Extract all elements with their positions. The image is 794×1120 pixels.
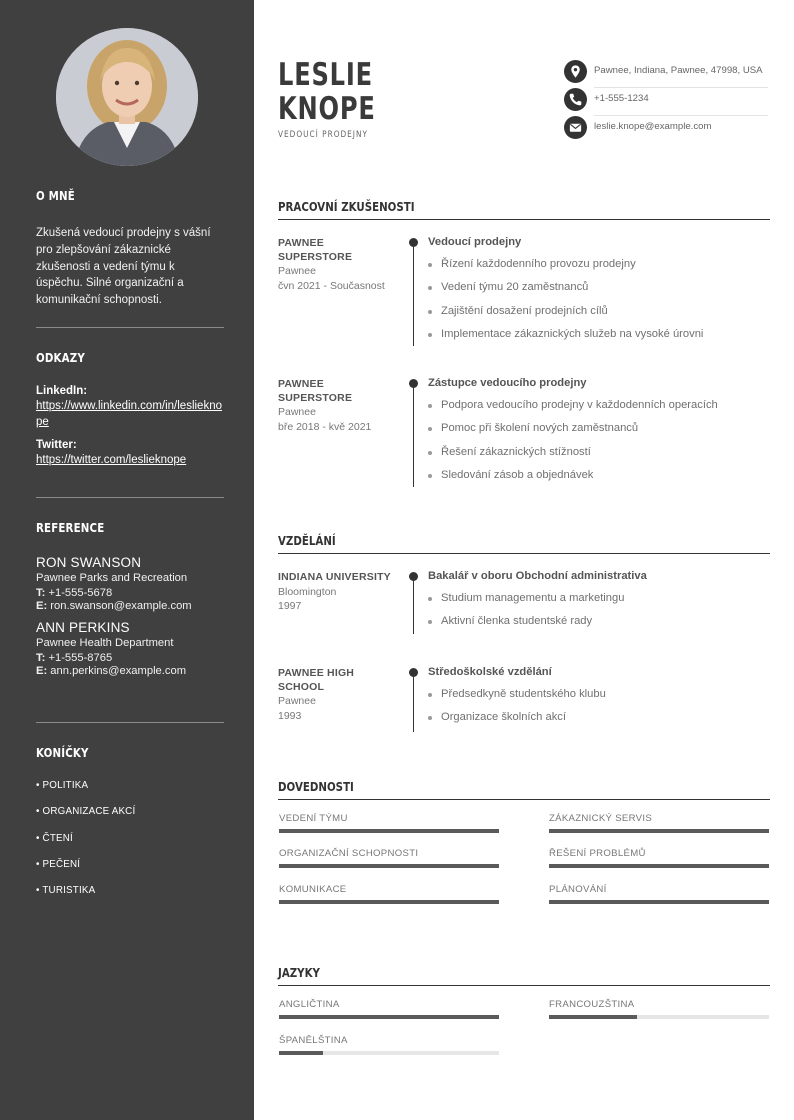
timeline-dot xyxy=(409,668,418,677)
reference-email: E: ron.swanson@example.com xyxy=(36,600,192,612)
hobby-item: • TURISTIKA xyxy=(36,885,96,897)
timeline-dot xyxy=(409,572,418,581)
skill-item xyxy=(549,884,769,895)
language-label: ANGLIČTINA xyxy=(279,999,340,1010)
sidebar-divider xyxy=(36,327,224,328)
timeline-line xyxy=(413,576,414,634)
employer-name: PAWNEE SUPERSTORE xyxy=(278,237,353,263)
reference-name: RON SWANSON xyxy=(36,555,142,570)
email-link[interactable]: leslie.knope@example.com xyxy=(594,121,712,132)
references-section xyxy=(36,520,224,677)
degree-title: Středoškolské vzdělání xyxy=(428,666,552,678)
reference-phone: T: +1-555-8765 xyxy=(36,652,113,664)
skill-bar-fill xyxy=(549,864,769,868)
list-item: Aktivní členka studentské rady xyxy=(428,605,770,628)
links-heading: ODKAZY xyxy=(36,350,85,365)
education-entry xyxy=(428,570,770,629)
reference-email: E: ann.perkins@example.com xyxy=(36,665,187,677)
link-label: LinkedIn: xyxy=(36,385,88,397)
language-item xyxy=(549,999,769,1010)
skill-item xyxy=(279,848,499,859)
skill-bar-fill xyxy=(549,829,769,833)
profile-photo xyxy=(56,28,198,166)
hobbies-heading: KONÍČKY xyxy=(36,745,89,760)
skill-item xyxy=(549,848,769,859)
skill-label: ŘEŠENÍ PROBLÉMŮ xyxy=(549,848,646,859)
hobby-item: • POLITIKA xyxy=(36,780,89,791)
contact-phone xyxy=(564,88,768,116)
position-title: Zástupce vedoucího prodejny xyxy=(428,377,587,389)
school-place: Bloomington xyxy=(278,585,337,598)
hobby-item: • PEČENÍ xyxy=(36,858,81,870)
school-place: Pawnee xyxy=(278,695,316,707)
reference-item xyxy=(36,555,224,612)
skill-bar-track xyxy=(549,829,769,833)
language-label: ŠPANĚLŠTINA xyxy=(279,1035,348,1046)
skill-label: PLÁNOVÁNÍ xyxy=(549,884,607,895)
sidebar-divider xyxy=(36,497,224,498)
contact-email xyxy=(564,116,768,144)
section-rule xyxy=(278,553,770,554)
experience-entry xyxy=(428,236,770,341)
hobby-item: • ORGANIZACE AKCÍ xyxy=(36,806,136,818)
experience-entry xyxy=(428,377,770,482)
skill-item xyxy=(549,813,769,824)
section-rule xyxy=(278,985,770,986)
timeline-line xyxy=(413,242,414,346)
twitter-link[interactable]: https://twitter.com/leslieknope xyxy=(36,454,187,466)
reference-phone: T: +1-555-5678 xyxy=(36,587,113,599)
skill-label: ORGANIZAČNÍ SCHOPNOSTI xyxy=(279,848,419,859)
skill-bar-track xyxy=(549,900,769,904)
section-rule xyxy=(278,799,770,800)
education-entry xyxy=(428,666,770,725)
sidebar xyxy=(0,0,254,1120)
graduation-year: 1997 xyxy=(278,600,302,612)
skill-label: ZÁKAZNICKÝ SERVIS xyxy=(549,813,653,824)
employment-dates: bře 2018 - kvě 2021 xyxy=(278,420,372,433)
contact-address xyxy=(564,60,768,88)
language-bar-track xyxy=(279,1051,499,1055)
skills-heading: DOVEDNOSTI xyxy=(278,779,354,794)
timeline-line xyxy=(413,383,414,487)
list-item: Řešení zákaznických stížností xyxy=(428,436,770,459)
list-item: Sledování zásob a objednávek xyxy=(428,459,770,482)
degree-title: Bakalář v oboru Obchodní administrativa xyxy=(428,570,647,582)
phone-icon xyxy=(564,88,587,111)
envelope-icon xyxy=(564,116,587,139)
school-name: PAWNEE HIGH SCHOOL xyxy=(278,667,355,693)
language-item xyxy=(279,999,499,1010)
experience-entry-meta xyxy=(278,378,396,434)
language-bar-track xyxy=(279,1015,499,1019)
language-bar-fill xyxy=(279,1051,323,1055)
link-item-twitter xyxy=(36,439,224,469)
about-text: Zkušená vedoucí prodejny s vášní pro zlepšování zákaznické zkušenosti a vedení týmu k úspěchu. Silné organizační a komunikační schopnosti. xyxy=(36,227,211,307)
job-title: VEDOUCÍ PRODEJNY xyxy=(278,130,368,140)
skill-item xyxy=(279,884,499,895)
list-item: Implementace zákaznických služeb na vysoké úrovni xyxy=(428,318,770,341)
language-label: FRANCOUZŠTINA xyxy=(549,999,635,1010)
list-item: Pomoc při školení nových zaměstnanců xyxy=(428,412,770,435)
section-rule xyxy=(278,219,770,220)
list-item: Zajištění dosažení prodejních cílů xyxy=(428,295,770,318)
school-name: INDIANA UNIVERSITY xyxy=(278,571,391,583)
skill-bar-track xyxy=(279,864,499,868)
list-item: Řízení každodenního provozu prodejny xyxy=(428,248,770,271)
education-heading: VZDĚLÁNÍ xyxy=(278,533,336,548)
employer-name: PAWNEE SUPERSTORE xyxy=(278,378,353,404)
references-heading: REFERENCE xyxy=(36,520,105,535)
address-text: Pawnee, Indiana, Pawnee, 47998, USA xyxy=(594,65,763,76)
skill-label: VEDENÍ TÝMU xyxy=(279,813,348,824)
reference-org: Pawnee Parks and Recreation xyxy=(36,572,188,584)
list-item: Předsedkyně studentského klubu xyxy=(428,678,770,701)
graduation-year: 1993 xyxy=(278,709,302,722)
experience-entry-meta xyxy=(278,237,396,293)
skill-bar-fill xyxy=(279,829,499,833)
language-bar-fill xyxy=(279,1015,499,1019)
link-label: Twitter: xyxy=(36,439,77,451)
reference-org: Pawnee Health Department xyxy=(36,637,174,649)
about-section xyxy=(36,188,224,309)
education-entry-meta xyxy=(278,571,396,614)
about-heading: O MNĚ xyxy=(36,188,75,203)
languages-heading: JAZYKY xyxy=(278,965,320,980)
skill-bar-fill xyxy=(279,864,499,868)
location-pin-icon xyxy=(564,60,587,83)
skill-bar-fill xyxy=(279,900,499,904)
list-item: Podpora vedoucího prodejny v každodenních operacích xyxy=(428,389,770,412)
hobbies-section xyxy=(36,745,224,911)
employment-dates: čvn 2021 - Současnost xyxy=(278,279,385,292)
phone-text: +1-555-1234 xyxy=(594,93,649,104)
skill-item xyxy=(279,813,499,824)
experience-heading: PRACOVNÍ ZKUŠENOSTI xyxy=(278,199,415,214)
employer-place: Pawnee xyxy=(278,406,316,418)
list-item: Studium managementu a marketingu xyxy=(428,582,770,605)
hobby-item: • ČTENÍ xyxy=(36,832,73,844)
skill-label: KOMUNIKACE xyxy=(279,884,347,895)
links-section xyxy=(36,350,224,469)
skill-bar-track xyxy=(279,829,499,833)
employer-place: Pawnee xyxy=(278,265,316,277)
language-bar-fill xyxy=(549,1015,637,1019)
reference-name: ANN PERKINS xyxy=(36,620,130,635)
sidebar-divider xyxy=(36,722,224,723)
list-item: Organizace školních akcí xyxy=(428,701,770,724)
language-bar-track xyxy=(549,1015,769,1019)
hobbies-list xyxy=(36,780,224,911)
skill-bar-track xyxy=(549,864,769,868)
skill-bar-fill xyxy=(549,900,769,904)
list-item: Vedení týmu 20 zaměstnanců xyxy=(428,271,770,294)
language-item xyxy=(279,1035,499,1046)
timeline-line xyxy=(413,672,414,732)
skill-bar-track xyxy=(279,900,499,904)
timeline-dot xyxy=(409,379,418,388)
education-entry-meta xyxy=(278,667,396,723)
position-title: Vedoucí prodejny xyxy=(428,236,522,248)
link-item-linkedin xyxy=(36,385,224,430)
linkedin-link[interactable]: https://www.linkedin.com/in/leslieknope xyxy=(36,400,222,428)
timeline-dot xyxy=(409,238,418,247)
full-name: LESLIE KNOPE xyxy=(278,57,376,127)
reference-item xyxy=(36,620,224,677)
